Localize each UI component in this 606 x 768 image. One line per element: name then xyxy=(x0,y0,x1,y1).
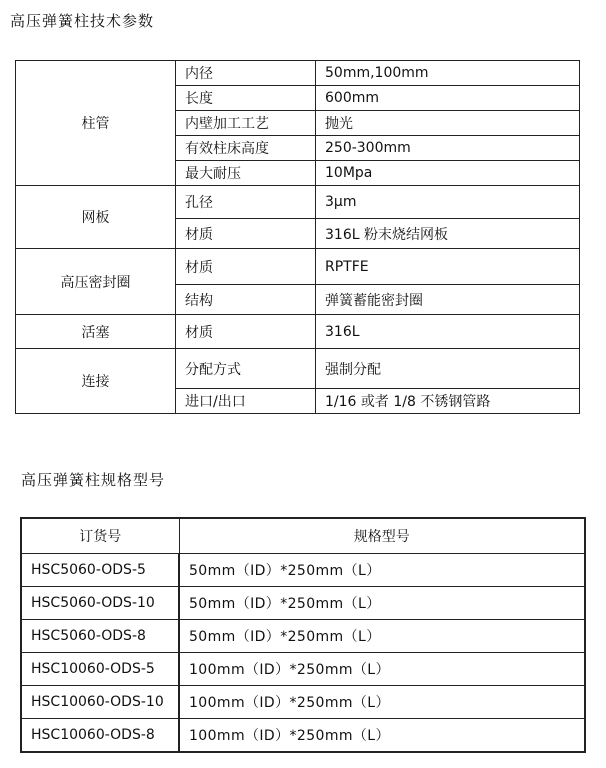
spec-param: 最大耐压 xyxy=(176,161,316,186)
models-title: 高压弹簧柱规格型号 xyxy=(21,471,166,489)
spec-param: 进口/出口 xyxy=(176,389,316,414)
model-spec: 100mm（ID）*250mm（L） xyxy=(179,719,585,752)
model-order-no: HSC10060-ODS-5 xyxy=(21,653,179,686)
header-order-no: 订货号 xyxy=(21,518,179,554)
spec-value: 1/16 或者 1/8 不锈钢管路 xyxy=(316,389,580,414)
model-row xyxy=(21,719,585,752)
spec-value: RPTFE xyxy=(316,249,580,285)
model-row xyxy=(21,620,585,653)
spec-param: 内壁加工工艺 xyxy=(176,111,316,136)
model-spec: 50mm（ID）*250mm（L） xyxy=(179,587,585,620)
spec-param: 结构 xyxy=(176,285,316,315)
spec-param: 材质 xyxy=(176,249,316,285)
spec-value: 50mm,100mm xyxy=(316,61,580,86)
spec-param: 有效柱床高度 xyxy=(176,136,316,161)
model-row xyxy=(21,554,585,587)
spec-value: 600mm xyxy=(316,86,580,111)
spec-table xyxy=(15,60,580,414)
spec-value: 强制分配 xyxy=(316,349,580,389)
model-row xyxy=(21,686,585,719)
spec-param: 孔径 xyxy=(176,186,316,219)
spec-title: 高压弹簧柱技术参数 xyxy=(10,12,155,30)
spec-category: 连接 xyxy=(16,349,176,414)
model-order-no: HSC10060-ODS-8 xyxy=(21,719,179,752)
model-spec: 100mm（ID）*250mm（L） xyxy=(179,686,585,719)
spec-row xyxy=(16,349,580,389)
spec-value: 抛光 xyxy=(316,111,580,136)
spec-category: 柱管 xyxy=(16,61,176,186)
spec-value: 316L xyxy=(316,315,580,349)
spec-value: 250-300mm xyxy=(316,136,580,161)
model-spec: 100mm（ID）*250mm（L） xyxy=(179,653,585,686)
spec-param: 分配方式 xyxy=(176,349,316,389)
spec-category: 活塞 xyxy=(16,315,176,349)
model-spec: 50mm（ID）*250mm（L） xyxy=(179,554,585,587)
spec-category: 高压密封圈 xyxy=(16,249,176,315)
model-row xyxy=(21,587,585,620)
spec-value: 10Mpa xyxy=(316,161,580,186)
models-table xyxy=(20,517,586,753)
model-row xyxy=(21,653,585,686)
spec-row xyxy=(16,61,580,86)
model-spec: 50mm（ID）*250mm（L） xyxy=(179,620,585,653)
spec-param: 材质 xyxy=(176,315,316,349)
spec-value: 316L 粉末烧结网板 xyxy=(316,219,580,249)
spec-row xyxy=(16,186,580,219)
spec-category: 网板 xyxy=(16,186,176,249)
model-order-no: HSC5060-ODS-10 xyxy=(21,587,179,620)
spec-row xyxy=(16,249,580,285)
spec-row xyxy=(16,315,580,349)
spec-value: 弹簧蓄能密封圈 xyxy=(316,285,580,315)
model-order-no: HSC5060-ODS-5 xyxy=(21,554,179,587)
model-order-no: HSC5060-ODS-8 xyxy=(21,620,179,653)
spec-param: 长度 xyxy=(176,86,316,111)
spec-param: 内径 xyxy=(176,61,316,86)
header-spec: 规格型号 xyxy=(179,518,585,554)
spec-param: 材质 xyxy=(176,219,316,249)
spec-value: 3μm xyxy=(316,186,580,219)
model-order-no: HSC10060-ODS-10 xyxy=(21,686,179,719)
